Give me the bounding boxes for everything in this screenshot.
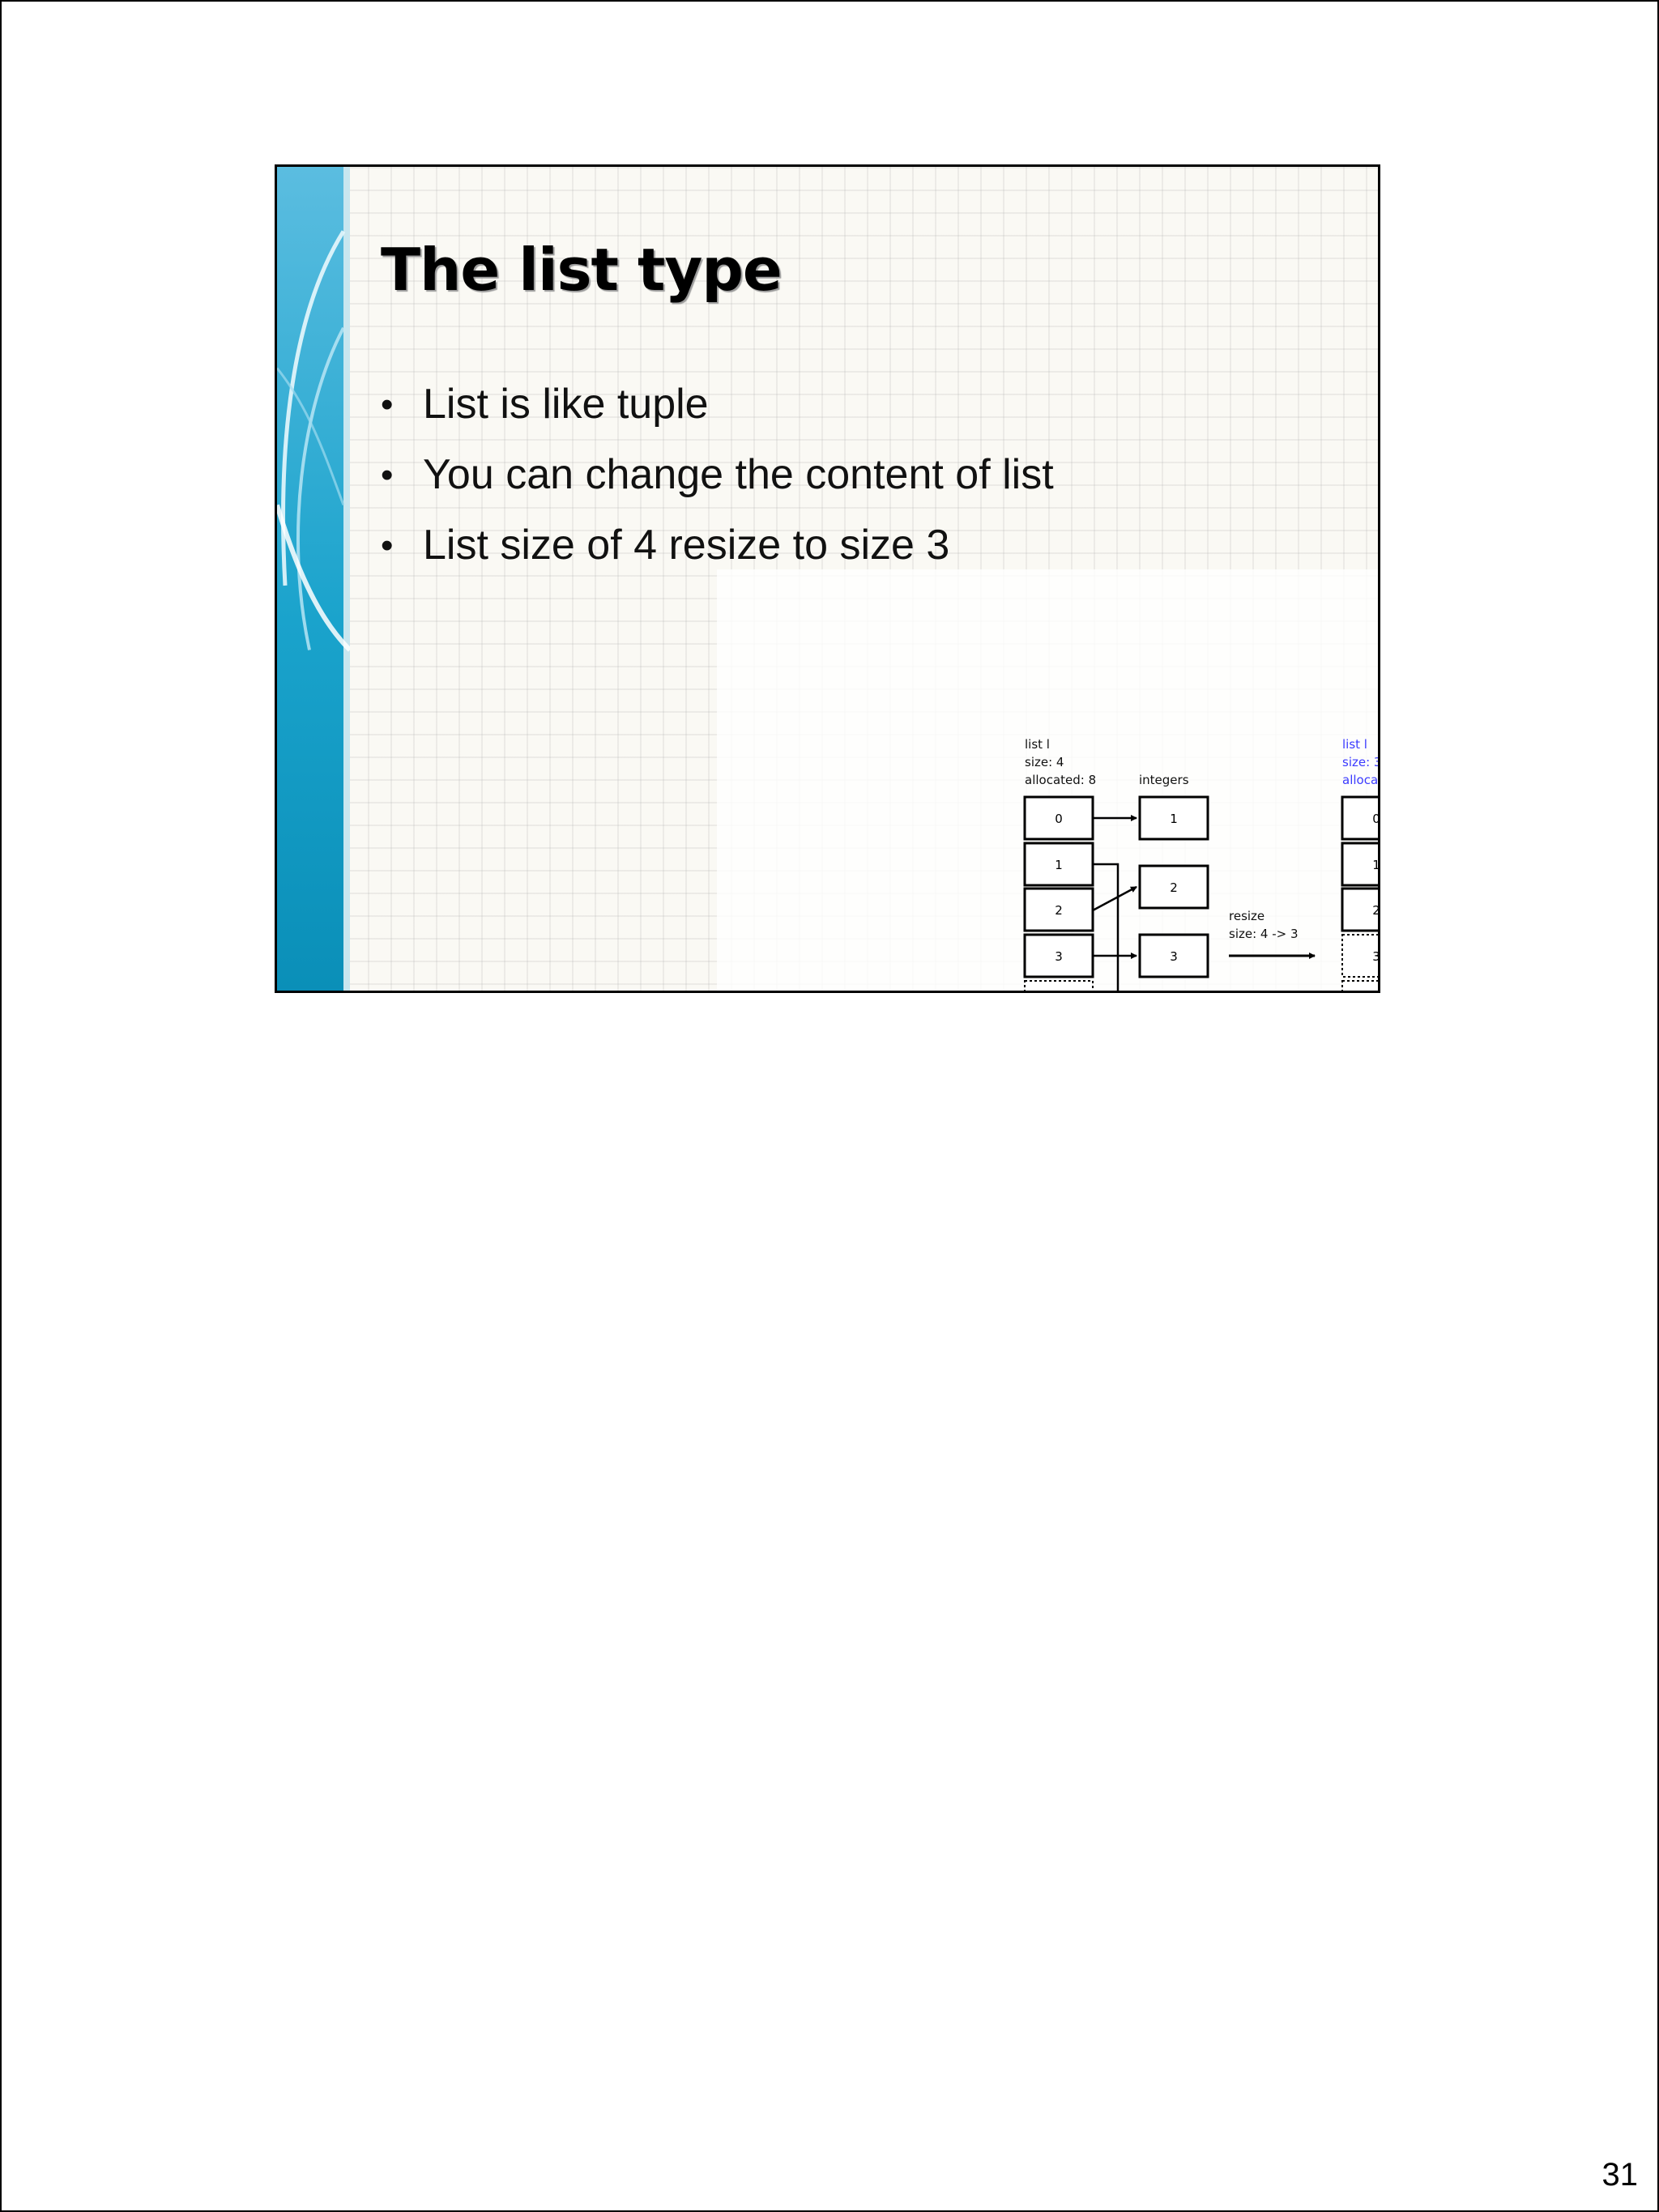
left-integer-label: 1 [1170, 812, 1178, 826]
page-number: 31 [1601, 2157, 1638, 2193]
right-list-allocated-label: allocated: 6 [1342, 773, 1414, 787]
slide-title: The list type [381, 236, 782, 304]
slide [275, 164, 1643, 1055]
left-slot-label: 3 [1055, 949, 1063, 964]
bullet-dot-icon: • [381, 455, 394, 495]
resize-size-label: size: 4 -> 3 [1229, 927, 1299, 941]
slide-decoration [277, 167, 350, 991]
right-slot-label: 3 [1372, 949, 1380, 964]
bullet-text: You can change the content of list [423, 451, 1054, 498]
bullet-text: List is like tuple [423, 381, 709, 428]
resize-label: resize [1229, 909, 1265, 923]
bullet-dot-icon: • [381, 385, 394, 424]
list-resize-diagram: list l size: 4 allocated: 8 integers 0 1 2 3 4 5 1 2 3 4 resize size: 4 -> 3 list l size: 3 allocated: 6 integers 0 1 2 3 4 5 1 2 3 4 return element [717, 569, 1380, 993]
left-integer-label: 2 [1170, 880, 1178, 895]
left-slot-label: 1 [1055, 858, 1063, 872]
right-slot-label: 0 [1372, 812, 1380, 826]
right-list-name-label: list l [1342, 737, 1367, 752]
left-list-name-label: list l [1025, 737, 1050, 752]
left-slot-label: 0 [1055, 812, 1063, 826]
bullet-item [381, 440, 1054, 510]
left-slot [1025, 981, 1093, 993]
left-slot-label: 2 [1055, 903, 1063, 918]
right-slot-label: 1 [1372, 858, 1380, 872]
right-slot [1342, 981, 1380, 993]
left-integer-label: 3 [1170, 949, 1178, 964]
bullet-text: List size of 4 resize to size 3 [423, 522, 950, 569]
bullet-list [381, 369, 1054, 581]
left-list-size-label: size: 4 [1025, 755, 1064, 769]
right-list-size-label: size: 3 [1342, 755, 1382, 769]
left-integers-label: integers [1139, 773, 1189, 787]
bullet-item [381, 369, 1054, 440]
bullet-dot-icon: • [381, 526, 394, 565]
right-slot-label: 2 [1372, 903, 1380, 918]
left-list-allocated-label: allocated: 8 [1025, 773, 1097, 787]
